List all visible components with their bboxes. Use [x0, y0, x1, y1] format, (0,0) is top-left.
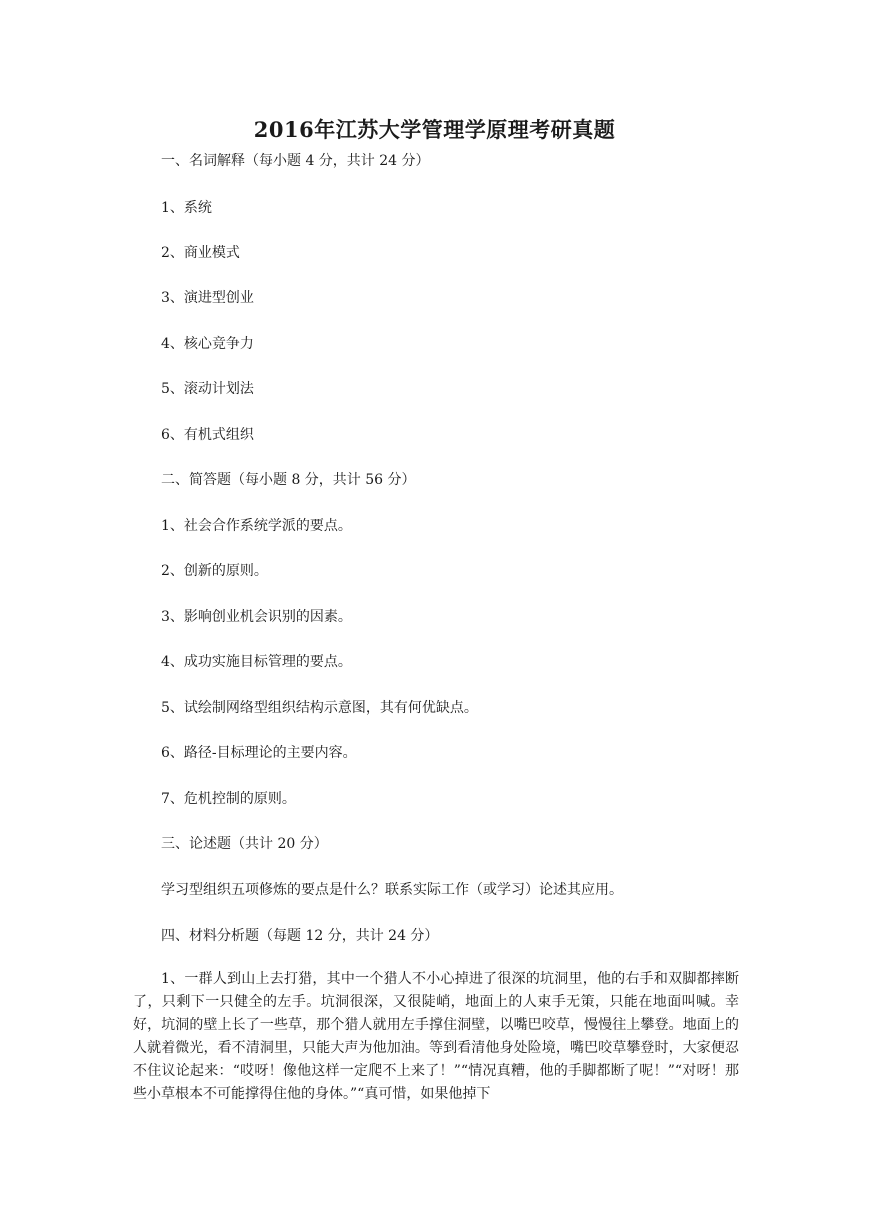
list-item: 4、成功实施目标管理的要点。 — [161, 654, 352, 670]
essay-question: 学习型组织五项修炼的要点是什么？联系实际工作（或学习）论述其应用。 — [161, 882, 623, 898]
list-item: 6、路径-目标理论的主要内容。 — [161, 745, 357, 761]
list-item: 2、商业模式 — [161, 245, 240, 261]
case-passage: 1、一群人到山上去打猎，其中一个猎人不小心掉进了很深的坑洞里，他的右手和双脚都摔断了，只剩下一只健全的左手。坑洞很深，又很陡峭，地面上的人束手无策，只能在地面叫喊。幸好，坑洞的壁上长了一些草，那个猎人就用左手撑住洞壁，以嘴巴咬草，慢慢往上攀登。地面上的人就着微光，看不清洞里，只能大声为他加油。等到看清他身处险境，嘴巴咬草攀登时，大家便忍不住议论起来：“哎呀！像他这样一定爬不上来了！”“情况真糟，他的手脚都断了呢！”“对呀！那些小草根本不可能撑得住他的身体。”“真可惜，如果他掉下 — [133, 971, 739, 1102]
section-heading-terms: 一、名词解释（每小题 4 分，共计 24 分） — [161, 153, 430, 169]
list-item: 5、试绘制网络型组织结构示意图，其有何优缺点。 — [161, 700, 478, 716]
section-heading-short-answer: 二、简答题（每小题 8 分，共计 56 分） — [161, 472, 416, 488]
section-heading-case-analysis: 四、材料分析题（每题 12 分，共计 24 分） — [161, 928, 439, 944]
page-title: 2016年江苏大学管理学原理考研真题 — [253, 117, 616, 142]
list-item: 5、滚动计划法 — [161, 381, 254, 397]
list-item: 7、危机控制的原则。 — [161, 791, 296, 807]
section-heading-essay: 三、论述题（共计 20 分） — [161, 836, 328, 852]
list-item: 3、影响创业机会识别的因素。 — [161, 609, 352, 625]
list-item: 1、社会合作系统学派的要点。 — [161, 518, 352, 534]
list-item: 2、创新的原则。 — [161, 563, 268, 579]
list-item: 4、核心竞争力 — [161, 336, 254, 352]
list-item: 1、系统 — [161, 200, 212, 216]
list-item: 3、演进型创业 — [161, 290, 254, 306]
list-item: 6、有机式组织 — [161, 427, 254, 443]
